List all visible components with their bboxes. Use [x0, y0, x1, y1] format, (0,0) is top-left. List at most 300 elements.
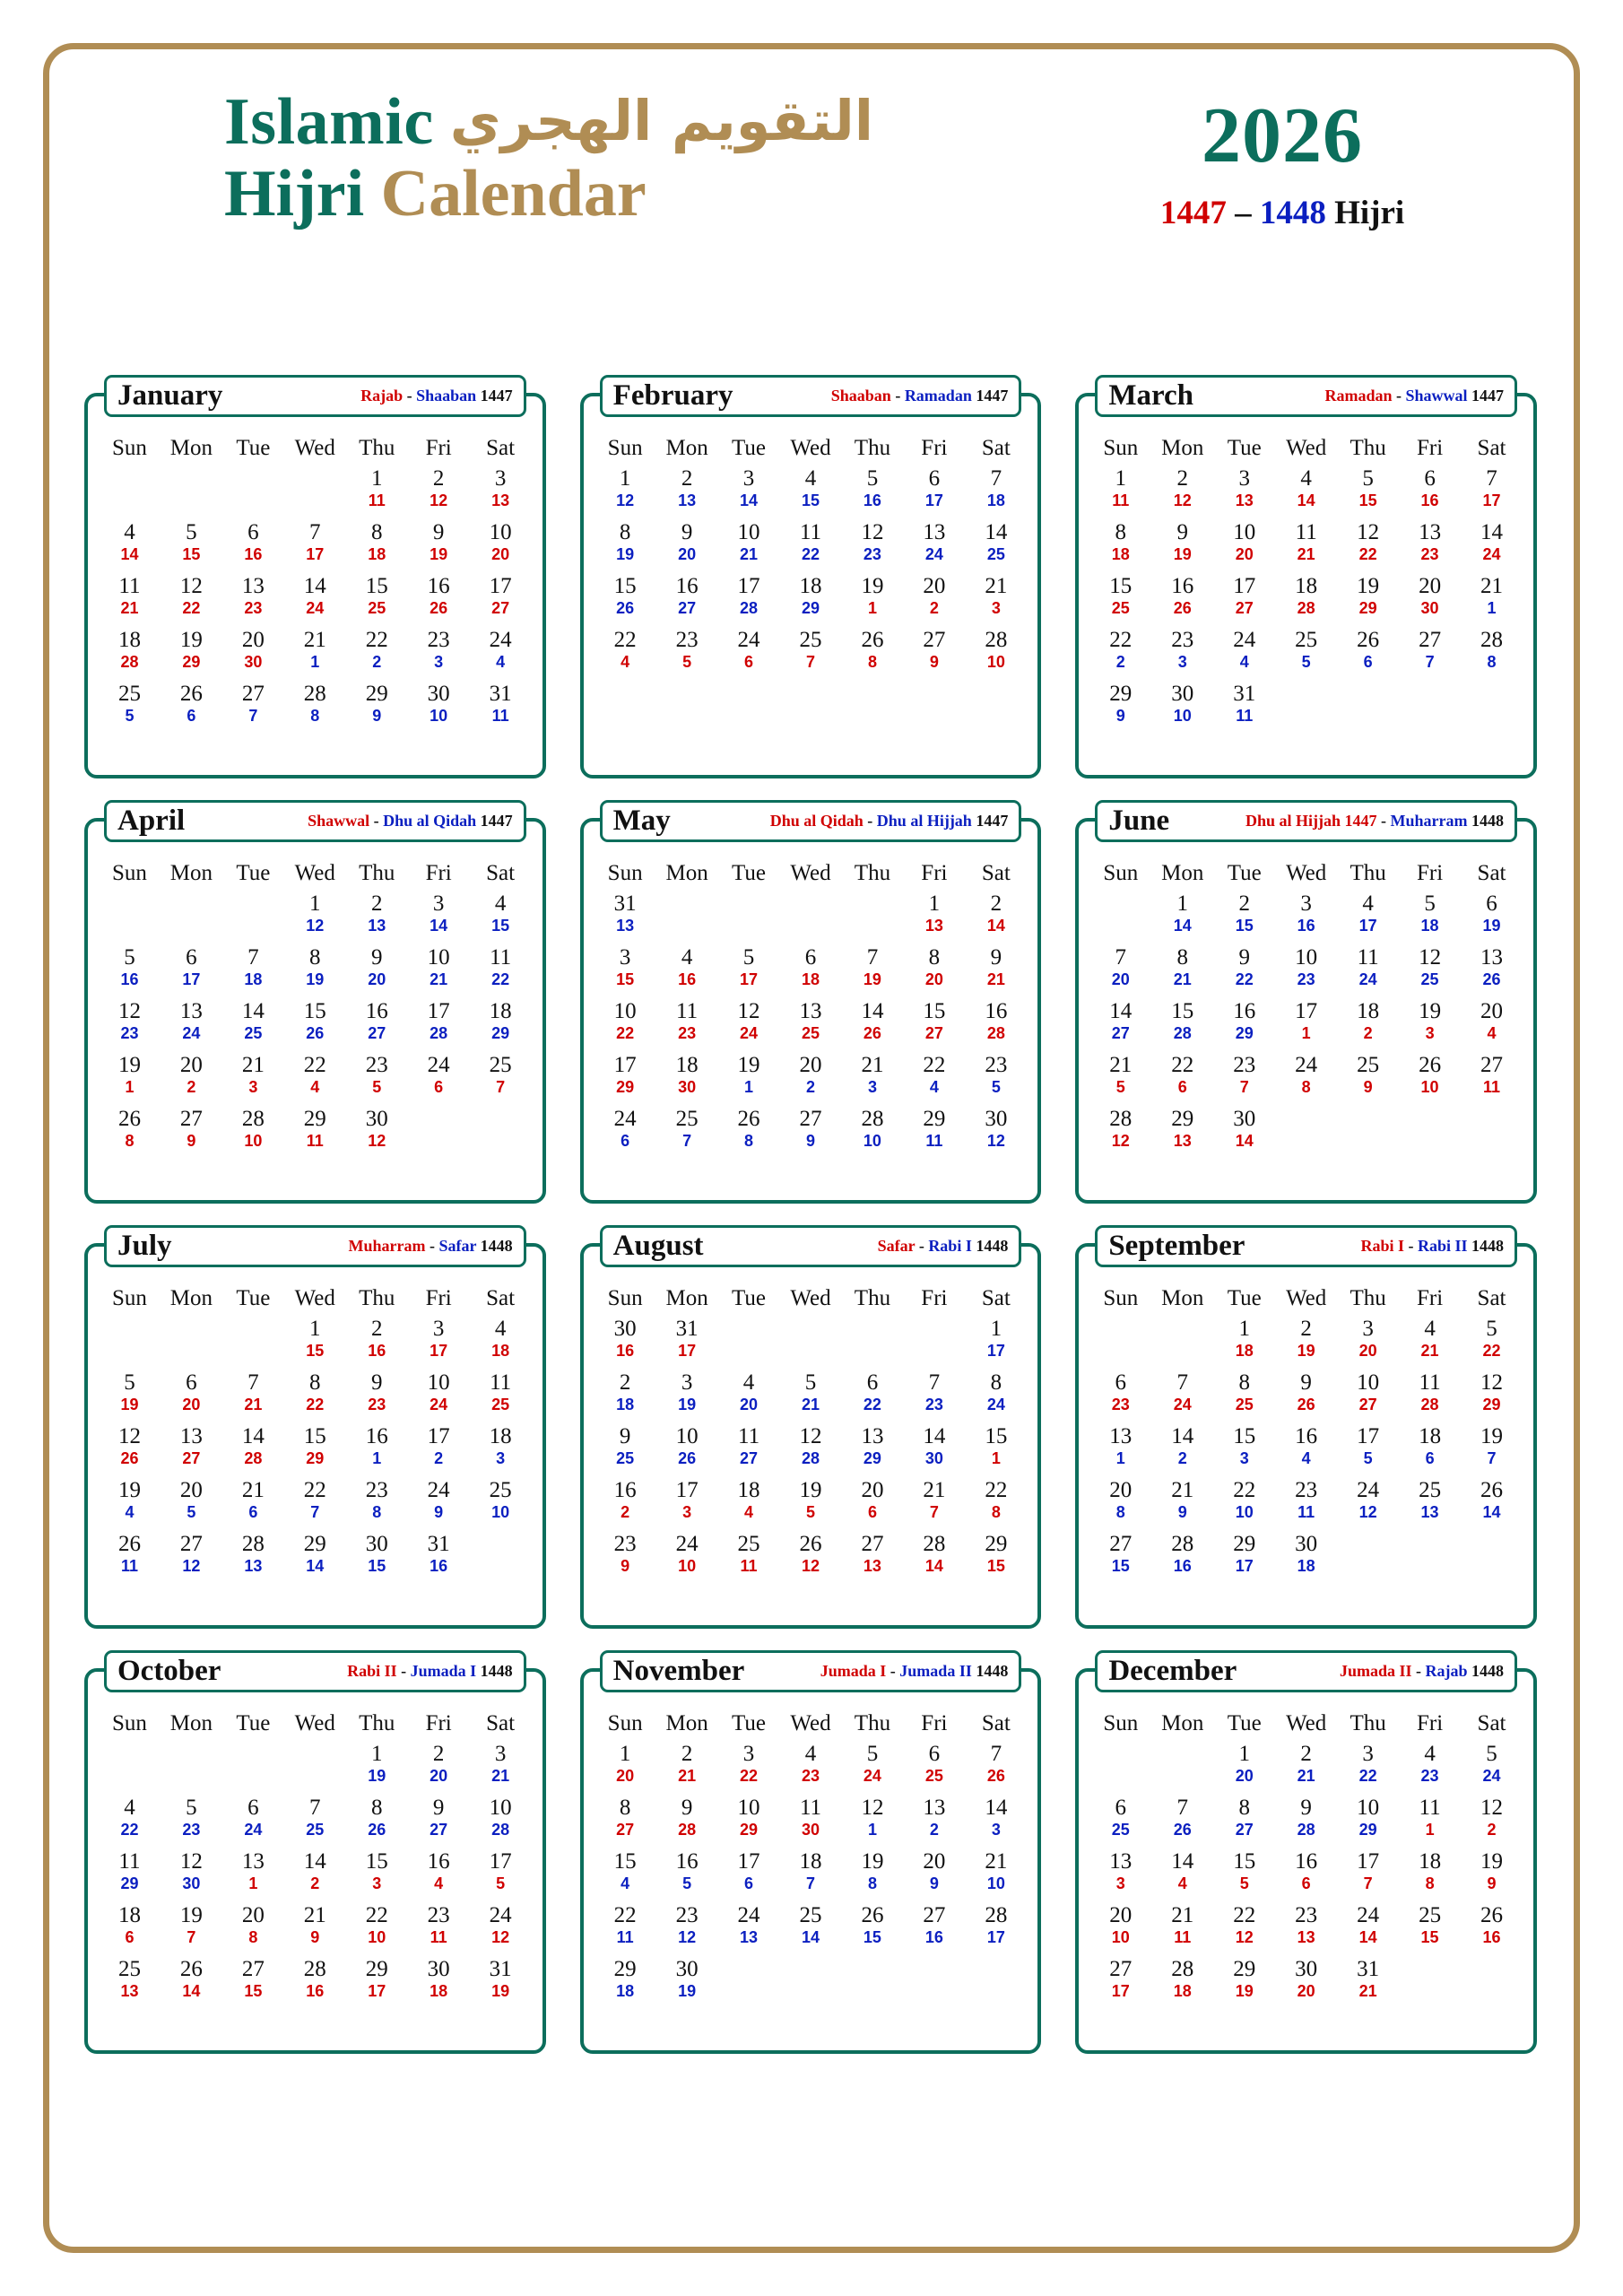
day-cell[interactable] — [718, 1849, 780, 1903]
day-cell[interactable] — [965, 1317, 1027, 1370]
day-cell[interactable] — [284, 945, 346, 999]
day-cell[interactable] — [470, 574, 532, 628]
day-cell[interactable] — [1089, 1903, 1151, 1957]
day-cell[interactable] — [841, 1370, 903, 1424]
day-cell[interactable] — [595, 1849, 656, 1903]
day-cell[interactable] — [161, 1424, 222, 1478]
day-cell[interactable] — [1337, 1742, 1399, 1796]
day-cell[interactable] — [470, 466, 532, 520]
day-cell[interactable] — [346, 1478, 408, 1532]
day-cell[interactable] — [1275, 1424, 1337, 1478]
day-cell[interactable] — [1461, 1796, 1523, 1849]
day-cell[interactable] — [1461, 1370, 1523, 1424]
day-cell[interactable] — [1461, 520, 1523, 574]
day-cell[interactable] — [284, 1796, 346, 1849]
day-cell[interactable] — [965, 891, 1027, 945]
day-cell[interactable] — [841, 1903, 903, 1957]
day-cell[interactable] — [222, 628, 284, 682]
day-cell[interactable] — [656, 1317, 718, 1370]
day-cell[interactable] — [346, 1107, 408, 1161]
day-cell[interactable] — [903, 1796, 965, 1849]
day-cell[interactable] — [656, 1424, 718, 1478]
day-cell[interactable] — [718, 999, 780, 1053]
day-cell[interactable] — [903, 520, 965, 574]
day-cell[interactable] — [841, 1478, 903, 1532]
day-cell[interactable] — [470, 682, 532, 735]
day-cell[interactable] — [780, 1424, 842, 1478]
day-cell[interactable] — [841, 1742, 903, 1796]
day-cell[interactable] — [656, 1370, 718, 1424]
day-cell[interactable] — [1275, 520, 1337, 574]
day-cell[interactable] — [1213, 466, 1275, 520]
day-cell[interactable] — [841, 999, 903, 1053]
day-cell[interactable] — [656, 945, 718, 999]
day-cell[interactable] — [1461, 1424, 1523, 1478]
day-cell[interactable] — [161, 1903, 222, 1957]
day-cell[interactable] — [1213, 1478, 1275, 1532]
day-cell[interactable] — [408, 466, 470, 520]
day-cell[interactable] — [408, 999, 470, 1053]
day-cell[interactable] — [595, 520, 656, 574]
day-cell[interactable] — [595, 1107, 656, 1161]
day-cell[interactable] — [1461, 466, 1523, 520]
day-cell[interactable] — [656, 574, 718, 628]
day-cell[interactable] — [595, 466, 656, 520]
day-cell[interactable] — [284, 628, 346, 682]
day-cell[interactable] — [1151, 891, 1213, 945]
day-cell[interactable] — [903, 1849, 965, 1903]
day-cell[interactable] — [1275, 1532, 1337, 1586]
day-cell[interactable] — [1461, 1903, 1523, 1957]
day-cell[interactable] — [161, 520, 222, 574]
day-cell[interactable] — [346, 1849, 408, 1903]
day-cell[interactable] — [718, 1796, 780, 1849]
day-cell[interactable] — [408, 1053, 470, 1107]
day-cell[interactable] — [656, 1849, 718, 1903]
day-cell[interactable] — [1213, 682, 1275, 735]
day-cell[interactable] — [346, 1532, 408, 1586]
day-cell[interactable] — [1337, 891, 1399, 945]
day-cell[interactable] — [408, 1957, 470, 2011]
day-cell[interactable] — [1399, 1742, 1461, 1796]
day-cell[interactable] — [595, 1796, 656, 1849]
day-cell[interactable] — [99, 1107, 161, 1161]
day-cell[interactable] — [284, 574, 346, 628]
day-cell[interactable] — [222, 1478, 284, 1532]
day-cell[interactable] — [408, 520, 470, 574]
day-cell[interactable] — [780, 574, 842, 628]
day-cell[interactable] — [346, 1370, 408, 1424]
day-cell[interactable] — [1151, 1903, 1213, 1957]
day-cell[interactable] — [1399, 628, 1461, 682]
day-cell[interactable] — [161, 1532, 222, 1586]
day-cell[interactable] — [161, 999, 222, 1053]
day-cell[interactable] — [1275, 1478, 1337, 1532]
day-cell[interactable] — [408, 682, 470, 735]
day-cell[interactable] — [841, 1424, 903, 1478]
day-cell[interactable] — [1213, 999, 1275, 1053]
day-cell[interactable] — [1275, 1317, 1337, 1370]
day-cell[interactable] — [718, 1424, 780, 1478]
day-cell[interactable] — [595, 1903, 656, 1957]
day-cell[interactable] — [284, 891, 346, 945]
day-cell[interactable] — [346, 1317, 408, 1370]
day-cell[interactable] — [346, 945, 408, 999]
day-cell[interactable] — [1275, 1370, 1337, 1424]
day-cell[interactable] — [1089, 574, 1151, 628]
day-cell[interactable] — [470, 999, 532, 1053]
day-cell[interactable] — [222, 1424, 284, 1478]
day-cell[interactable] — [1399, 1317, 1461, 1370]
day-cell[interactable] — [1337, 520, 1399, 574]
day-cell[interactable] — [780, 1532, 842, 1586]
day-cell[interactable] — [1151, 945, 1213, 999]
day-cell[interactable] — [1213, 1903, 1275, 1957]
day-cell[interactable] — [1399, 1478, 1461, 1532]
day-cell[interactable] — [1337, 1957, 1399, 2011]
day-cell[interactable] — [1275, 574, 1337, 628]
day-cell[interactable] — [284, 1317, 346, 1370]
day-cell[interactable] — [656, 1053, 718, 1107]
day-cell[interactable] — [1151, 628, 1213, 682]
day-cell[interactable] — [222, 520, 284, 574]
day-cell[interactable] — [161, 945, 222, 999]
day-cell[interactable] — [965, 945, 1027, 999]
day-cell[interactable] — [470, 1903, 532, 1957]
day-cell[interactable] — [965, 1370, 1027, 1424]
day-cell[interactable] — [903, 891, 965, 945]
day-cell[interactable] — [656, 1742, 718, 1796]
day-cell[interactable] — [595, 891, 656, 945]
day-cell[interactable] — [346, 1957, 408, 2011]
day-cell[interactable] — [1461, 1053, 1523, 1107]
day-cell[interactable] — [1337, 1796, 1399, 1849]
day-cell[interactable] — [161, 574, 222, 628]
day-cell[interactable] — [1089, 466, 1151, 520]
day-cell[interactable] — [99, 1903, 161, 1957]
day-cell[interactable] — [222, 1532, 284, 1586]
day-cell[interactable] — [1399, 466, 1461, 520]
day-cell[interactable] — [284, 999, 346, 1053]
day-cell[interactable] — [1337, 1053, 1399, 1107]
day-cell[interactable] — [656, 1796, 718, 1849]
day-cell[interactable] — [1151, 520, 1213, 574]
day-cell[interactable] — [470, 1742, 532, 1796]
day-cell[interactable] — [1089, 520, 1151, 574]
day-cell[interactable] — [408, 1903, 470, 1957]
day-cell[interactable] — [903, 1053, 965, 1107]
day-cell[interactable] — [1275, 1742, 1337, 1796]
day-cell[interactable] — [1399, 520, 1461, 574]
day-cell[interactable] — [1151, 1107, 1213, 1161]
day-cell[interactable] — [470, 1317, 532, 1370]
day-cell[interactable] — [841, 945, 903, 999]
day-cell[interactable] — [1337, 1424, 1399, 1478]
day-cell[interactable] — [903, 1532, 965, 1586]
day-cell[interactable] — [1151, 1796, 1213, 1849]
day-cell[interactable] — [1275, 1849, 1337, 1903]
day-cell[interactable] — [780, 628, 842, 682]
day-cell[interactable] — [718, 466, 780, 520]
day-cell[interactable] — [284, 1424, 346, 1478]
day-cell[interactable] — [780, 520, 842, 574]
day-cell[interactable] — [408, 1532, 470, 1586]
day-cell[interactable] — [222, 1053, 284, 1107]
day-cell[interactable] — [222, 1107, 284, 1161]
day-cell[interactable] — [841, 1796, 903, 1849]
day-cell[interactable] — [1461, 574, 1523, 628]
day-cell[interactable] — [595, 1370, 656, 1424]
day-cell[interactable] — [1399, 1796, 1461, 1849]
day-cell[interactable] — [1337, 1317, 1399, 1370]
day-cell[interactable] — [1337, 945, 1399, 999]
day-cell[interactable] — [284, 1532, 346, 1586]
day-cell[interactable] — [841, 1849, 903, 1903]
day-cell[interactable] — [903, 945, 965, 999]
day-cell[interactable] — [1461, 891, 1523, 945]
day-cell[interactable] — [408, 1317, 470, 1370]
day-cell[interactable] — [1399, 1903, 1461, 1957]
day-cell[interactable] — [1089, 1849, 1151, 1903]
day-cell[interactable] — [470, 1370, 532, 1424]
day-cell[interactable] — [965, 466, 1027, 520]
day-cell[interactable] — [346, 1903, 408, 1957]
day-cell[interactable] — [1213, 1370, 1275, 1424]
day-cell[interactable] — [780, 1903, 842, 1957]
day-cell[interactable] — [1337, 1903, 1399, 1957]
day-cell[interactable] — [1399, 999, 1461, 1053]
day-cell[interactable] — [1151, 682, 1213, 735]
day-cell[interactable] — [595, 628, 656, 682]
day-cell[interactable] — [656, 1478, 718, 1532]
day-cell[interactable] — [222, 1903, 284, 1957]
day-cell[interactable] — [965, 1532, 1027, 1586]
day-cell[interactable] — [99, 999, 161, 1053]
day-cell[interactable] — [1213, 1424, 1275, 1478]
day-cell[interactable] — [346, 520, 408, 574]
day-cell[interactable] — [595, 1957, 656, 2011]
day-cell[interactable] — [161, 1957, 222, 2011]
day-cell[interactable] — [1399, 1424, 1461, 1478]
day-cell[interactable] — [99, 1478, 161, 1532]
day-cell[interactable] — [1089, 1370, 1151, 1424]
day-cell[interactable] — [841, 574, 903, 628]
day-cell[interactable] — [99, 1370, 161, 1424]
day-cell[interactable] — [470, 628, 532, 682]
day-cell[interactable] — [470, 1796, 532, 1849]
day-cell[interactable] — [161, 1849, 222, 1903]
day-cell[interactable] — [656, 1957, 718, 2011]
day-cell[interactable] — [284, 1957, 346, 2011]
day-cell[interactable] — [1461, 1742, 1523, 1796]
day-cell[interactable] — [408, 628, 470, 682]
day-cell[interactable] — [903, 999, 965, 1053]
day-cell[interactable] — [284, 1849, 346, 1903]
day-cell[interactable] — [718, 1370, 780, 1424]
day-cell[interactable] — [470, 891, 532, 945]
day-cell[interactable] — [1089, 1957, 1151, 2011]
day-cell[interactable] — [780, 1107, 842, 1161]
day-cell[interactable] — [408, 945, 470, 999]
day-cell[interactable] — [903, 1742, 965, 1796]
day-cell[interactable] — [1399, 1370, 1461, 1424]
day-cell[interactable] — [903, 1478, 965, 1532]
day-cell[interactable] — [656, 1532, 718, 1586]
day-cell[interactable] — [161, 1478, 222, 1532]
day-cell[interactable] — [1089, 682, 1151, 735]
day-cell[interactable] — [1337, 628, 1399, 682]
day-cell[interactable] — [1151, 574, 1213, 628]
day-cell[interactable] — [1461, 1849, 1523, 1903]
day-cell[interactable] — [965, 574, 1027, 628]
day-cell[interactable] — [222, 1957, 284, 2011]
day-cell[interactable] — [780, 1370, 842, 1424]
day-cell[interactable] — [1275, 1053, 1337, 1107]
day-cell[interactable] — [470, 1478, 532, 1532]
day-cell[interactable] — [1151, 1957, 1213, 2011]
day-cell[interactable] — [1399, 574, 1461, 628]
day-cell[interactable] — [1151, 1849, 1213, 1903]
day-cell[interactable] — [595, 1424, 656, 1478]
day-cell[interactable] — [161, 1796, 222, 1849]
day-cell[interactable] — [408, 1742, 470, 1796]
day-cell[interactable] — [903, 1107, 965, 1161]
day-cell[interactable] — [595, 1532, 656, 1586]
day-cell[interactable] — [408, 1424, 470, 1478]
day-cell[interactable] — [780, 1053, 842, 1107]
day-cell[interactable] — [408, 1370, 470, 1424]
day-cell[interactable] — [903, 628, 965, 682]
day-cell[interactable] — [1089, 945, 1151, 999]
day-cell[interactable] — [1337, 999, 1399, 1053]
day-cell[interactable] — [841, 1107, 903, 1161]
day-cell[interactable] — [161, 1053, 222, 1107]
day-cell[interactable] — [161, 1370, 222, 1424]
day-cell[interactable] — [1213, 1317, 1275, 1370]
day-cell[interactable] — [1337, 1370, 1399, 1424]
day-cell[interactable] — [903, 1424, 965, 1478]
day-cell[interactable] — [1275, 466, 1337, 520]
day-cell[interactable] — [1461, 628, 1523, 682]
day-cell[interactable] — [1337, 466, 1399, 520]
day-cell[interactable] — [99, 1796, 161, 1849]
day-cell[interactable] — [346, 1742, 408, 1796]
day-cell[interactable] — [1399, 891, 1461, 945]
day-cell[interactable] — [284, 682, 346, 735]
day-cell[interactable] — [718, 628, 780, 682]
day-cell[interactable] — [780, 1478, 842, 1532]
day-cell[interactable] — [408, 1478, 470, 1532]
day-cell[interactable] — [346, 628, 408, 682]
day-cell[interactable] — [284, 520, 346, 574]
day-cell[interactable] — [284, 1370, 346, 1424]
day-cell[interactable] — [1275, 1957, 1337, 2011]
day-cell[interactable] — [1151, 999, 1213, 1053]
day-cell[interactable] — [346, 466, 408, 520]
day-cell[interactable] — [1089, 1107, 1151, 1161]
day-cell[interactable] — [780, 466, 842, 520]
day-cell[interactable] — [222, 945, 284, 999]
day-cell[interactable] — [841, 520, 903, 574]
day-cell[interactable] — [780, 945, 842, 999]
day-cell[interactable] — [1461, 1478, 1523, 1532]
day-cell[interactable] — [965, 628, 1027, 682]
day-cell[interactable] — [1151, 1370, 1213, 1424]
day-cell[interactable] — [1151, 1053, 1213, 1107]
day-cell[interactable] — [1213, 1796, 1275, 1849]
day-cell[interactable] — [1213, 1532, 1275, 1586]
day-cell[interactable] — [1089, 1424, 1151, 1478]
day-cell[interactable] — [1275, 1796, 1337, 1849]
day-cell[interactable] — [965, 1903, 1027, 1957]
day-cell[interactable] — [903, 466, 965, 520]
day-cell[interactable] — [99, 1957, 161, 2011]
day-cell[interactable] — [470, 945, 532, 999]
day-cell[interactable] — [841, 1532, 903, 1586]
day-cell[interactable] — [1337, 1478, 1399, 1532]
day-cell[interactable] — [903, 574, 965, 628]
day-cell[interactable] — [346, 682, 408, 735]
day-cell[interactable] — [1151, 466, 1213, 520]
day-cell[interactable] — [1461, 999, 1523, 1053]
day-cell[interactable] — [346, 999, 408, 1053]
day-cell[interactable] — [718, 1053, 780, 1107]
day-cell[interactable] — [718, 1107, 780, 1161]
day-cell[interactable] — [1399, 945, 1461, 999]
day-cell[interactable] — [965, 1053, 1027, 1107]
day-cell[interactable] — [346, 1796, 408, 1849]
day-cell[interactable] — [1213, 1957, 1275, 2011]
day-cell[interactable] — [1213, 891, 1275, 945]
day-cell[interactable] — [99, 1053, 161, 1107]
day-cell[interactable] — [99, 1532, 161, 1586]
day-cell[interactable] — [965, 1424, 1027, 1478]
day-cell[interactable] — [656, 999, 718, 1053]
day-cell[interactable] — [718, 1478, 780, 1532]
day-cell[interactable] — [470, 1424, 532, 1478]
day-cell[interactable] — [1151, 1424, 1213, 1478]
day-cell[interactable] — [408, 891, 470, 945]
day-cell[interactable] — [965, 520, 1027, 574]
day-cell[interactable] — [595, 999, 656, 1053]
day-cell[interactable] — [222, 1796, 284, 1849]
day-cell[interactable] — [1213, 1742, 1275, 1796]
day-cell[interactable] — [595, 574, 656, 628]
day-cell[interactable] — [1275, 999, 1337, 1053]
day-cell[interactable] — [470, 520, 532, 574]
day-cell[interactable] — [656, 520, 718, 574]
day-cell[interactable] — [1213, 1107, 1275, 1161]
day-cell[interactable] — [718, 574, 780, 628]
day-cell[interactable] — [1461, 945, 1523, 999]
day-cell[interactable] — [595, 1478, 656, 1532]
day-cell[interactable] — [656, 628, 718, 682]
day-cell[interactable] — [718, 945, 780, 999]
day-cell[interactable] — [222, 999, 284, 1053]
day-cell[interactable] — [346, 1053, 408, 1107]
day-cell[interactable] — [99, 1424, 161, 1478]
day-cell[interactable] — [595, 1742, 656, 1796]
day-cell[interactable] — [718, 520, 780, 574]
day-cell[interactable] — [99, 628, 161, 682]
day-cell[interactable] — [718, 1532, 780, 1586]
day-cell[interactable] — [161, 1107, 222, 1161]
day-cell[interactable] — [1089, 1478, 1151, 1532]
day-cell[interactable] — [903, 1903, 965, 1957]
day-cell[interactable] — [965, 1796, 1027, 1849]
day-cell[interactable] — [161, 628, 222, 682]
day-cell[interactable] — [284, 1053, 346, 1107]
